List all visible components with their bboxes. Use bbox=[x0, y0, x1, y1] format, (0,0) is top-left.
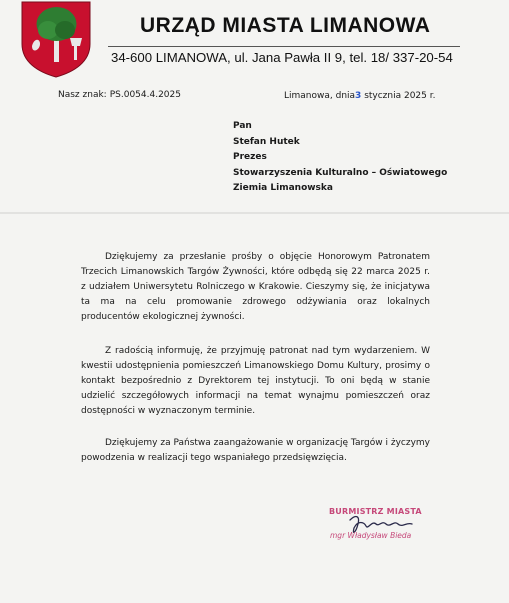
mayor-stamp-title: BURMISTRZ MIASTA bbox=[329, 507, 422, 516]
body-paragraph: Dziękujemy za przesłanie prośby o objęcie Honorowym Patronatem Trzecich Limanowskich Targów Żywności, które odbędą się 22 marca 2025 r. z udziałem Uniwersytetu Rolniczego w Krakowie. Cieszymy się, że inicjatywa ta ma na celu promowanie zdrowego odżywiania oraz lokalnych producentów ekologicznej żywności. bbox=[81, 252, 430, 322]
recipient-line: Stefan Hutek bbox=[233, 136, 300, 147]
body-paragraph: Z radością informuję, że przyjmuję patronat nad tym wydarzeniem. W kwestii udostępnienia pomieszczeń Limanowskiego Domu Kultury, prosimy o kontakt bezpośrednio z Dyrektorem tej instytucji. To oni będą w stanie udzielić szczegółowych informacji na temat wynajmu pomieszczeń oraz dostępności w wyznaczonym terminie. bbox=[81, 346, 430, 416]
recipient-line: Ziemia Limanowska bbox=[233, 183, 333, 193]
reference-label: Nasz znak: bbox=[58, 90, 107, 100]
office-address: 34-600 LIMANOWA, ul. Jana Pawła II 9, tel. 18/ 337-20-54 bbox=[111, 50, 453, 65]
recipient-line: Pan bbox=[233, 121, 252, 131]
body-paragraph: Dziękujemy za Państwa zaangażowanie w organizację Targów i życzymy powodzenia w realizacji tego wspaniałego przedsięwzięcia. bbox=[81, 438, 430, 463]
coat-of-arms-icon bbox=[18, 0, 94, 78]
reference-value: PS.0054.4.2025 bbox=[109, 90, 181, 100]
place-date bbox=[284, 91, 435, 101]
date-suffix: stycznia 2025 r. bbox=[364, 91, 436, 101]
header-divider bbox=[108, 46, 460, 47]
signer-name: mgr Władysław Bieda bbox=[330, 531, 412, 540]
recipient-block bbox=[233, 119, 447, 197]
office-title: URZĄD MIASTA LIMANOWA bbox=[140, 14, 431, 37]
recipient-line: Prezes bbox=[233, 152, 267, 162]
recipient-line: Stowarzyszenia Kulturalno – Oświatowego bbox=[233, 167, 448, 178]
scan-artifact-divider bbox=[0, 212, 509, 214]
date-prefix: Limanowa, dnia bbox=[284, 91, 356, 101]
date-day: 3 bbox=[355, 91, 362, 101]
reference-number bbox=[58, 90, 181, 100]
